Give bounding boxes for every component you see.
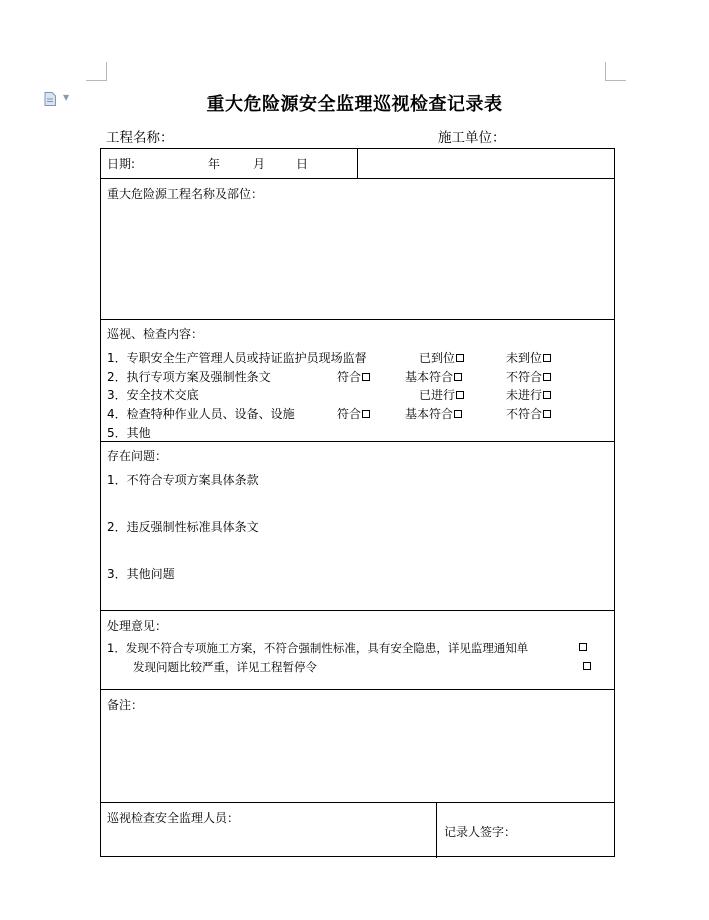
day-label: 日 [296,157,309,171]
inspection-record-table [100,148,615,857]
checkbox[interactable] [543,410,551,418]
inspector-label: 巡视检查安全监理人员： [107,811,240,825]
handling-section [101,610,614,689]
project-name-label: 工程名称： [106,130,174,146]
contractor-label: 施工单位： [438,130,506,146]
option-nonconform[interactable]: 不符合 [506,405,551,422]
option-done[interactable]: 已进行 [419,386,464,403]
checkbox[interactable] [454,410,462,418]
issues-label: 存在问题： [107,449,168,463]
checkbox[interactable] [362,410,370,418]
option-nonconform[interactable]: 不符合 [506,368,551,385]
checkbox[interactable] [454,373,462,381]
inspection-item-1: 1．专职安全生产管理人员或持证监护员现场监督 [107,351,367,365]
date-label: 日期: [107,157,136,171]
option-present[interactable]: 已到位 [419,349,464,366]
location-section [101,178,614,319]
option-not-done[interactable]: 未进行 [506,386,551,403]
issue-item-2: 2．违反强制性标准具体条文 [107,520,259,534]
recorder-label: 记录人签字： [444,825,517,839]
checkbox-notice[interactable] [579,643,587,651]
checkbox[interactable] [362,373,370,381]
handling-label: 处理意见： [107,619,168,633]
date-row [101,149,614,178]
handling-item-2: 发现问题比较严重，详见工程暂停令 [133,660,317,674]
document-title: 重大危险源安全监理巡视检查记录表 [206,94,503,115]
option-conform[interactable]: 符合 [337,405,370,422]
option-conform[interactable]: 符合 [337,368,370,385]
remarks-section [101,689,614,802]
signature-section [101,802,614,857]
issues-section [101,441,614,610]
checkbox-suspension[interactable] [583,662,591,670]
inspection-item-5: 5．其他 [107,426,151,440]
remarks-label: 备注： [107,698,144,712]
page-corner-mark-left [86,62,107,81]
handling-item-1: 1．发现不符合专项施工方案，不符合强制性标准，具有安全隐患，详见监理通知单 [107,641,529,655]
year-label: 年 [208,157,221,171]
page-corner-mark-right [605,62,626,81]
issue-item-1: 1．不符合专项方案具体条款 [107,473,259,487]
issue-item-3: 3．其他问题 [107,567,175,581]
location-label: 重大危险源工程名称及部位： [107,187,264,201]
inspection-label: 巡视、检查内容： [107,327,204,341]
checkbox[interactable] [456,391,464,399]
option-basic-conform[interactable]: 基本符合 [405,368,462,385]
cell-divider [357,149,358,178]
inspection-item-2: 2．执行专项方案及强制性条文 [107,370,271,384]
checkbox[interactable] [456,354,464,362]
chevron-down-icon[interactable]: ▼ [63,93,70,102]
checkbox[interactable] [543,373,551,381]
checkbox[interactable] [543,391,551,399]
option-basic-conform[interactable]: 基本符合 [405,405,462,422]
checkbox[interactable] [543,354,551,362]
cell-divider [436,803,437,858]
inspection-item-4: 4．检查特种作业人员、设备、设施 [107,407,295,421]
inspection-section [101,319,614,441]
option-absent[interactable]: 未到位 [506,349,551,366]
inspection-item-3: 3．安全技术交底 [107,388,199,402]
month-label: 月 [253,157,266,171]
